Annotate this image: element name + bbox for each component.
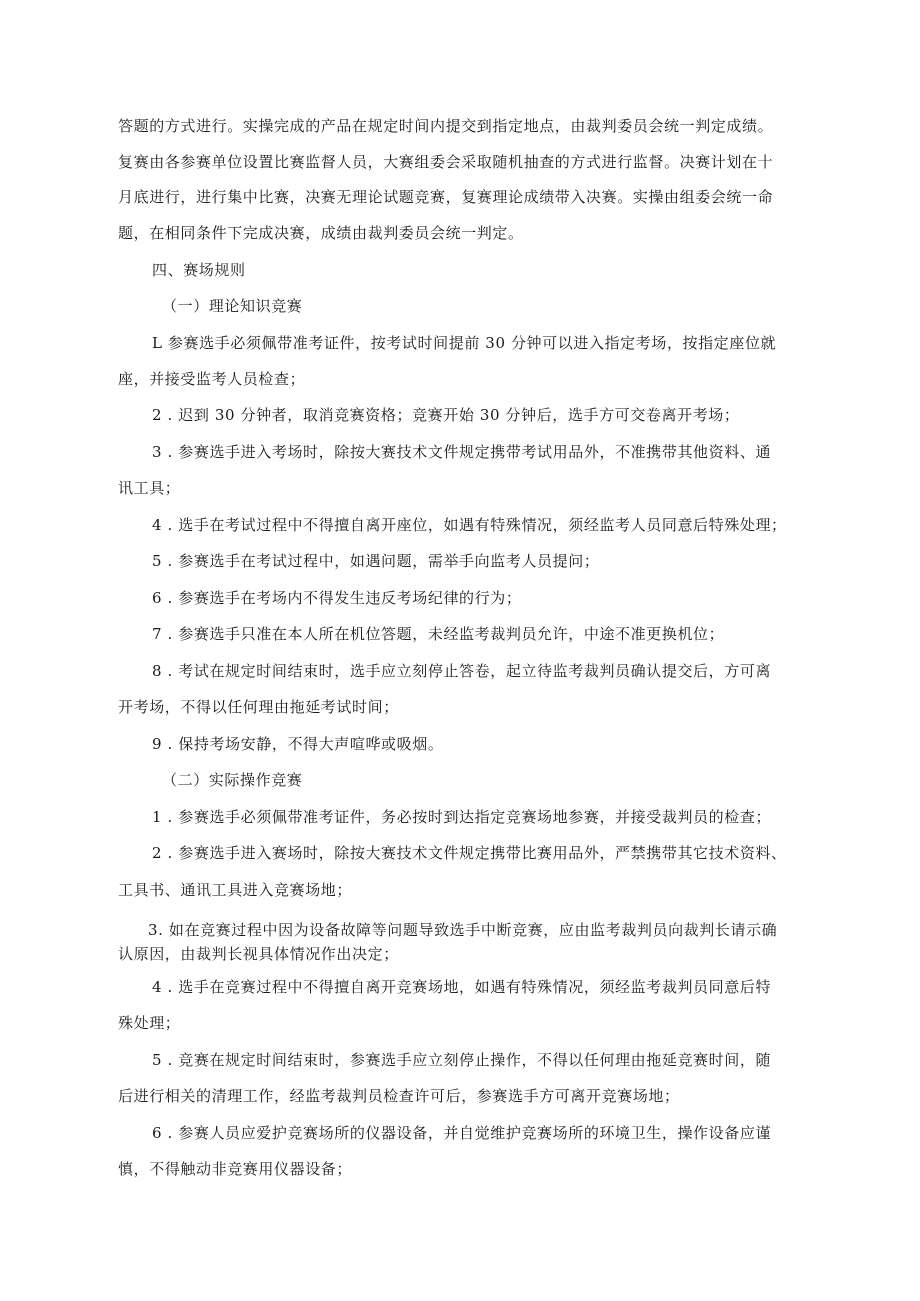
practice-item-6-line-2: 慎，不得触动非竞赛用仪器设备；	[118, 1160, 353, 1178]
theory-item-5: 5 . 参赛选手在考试过程中，如遇问题，需举手向监考人员提问；	[152, 552, 600, 570]
practice-item-6-line-1: 6 . 参赛人员应爱护竞赛场所的仪器设备，并自觉维护竞赛场所的环境卫生，操作设备应谨	[152, 1124, 772, 1142]
theory-item-1-line-1: L 参赛选手必须佩带准考证件，按考试时间提前 30 分钟可以进入指定考场，按指定座位就	[152, 334, 777, 352]
intro-line-1: 答题的方式进行。实操完成的产品在规定时间内提交到指定地点，由裁判委员会统一判定成绩。	[118, 117, 774, 135]
theory-item-8-line-2: 开考场，不得以任何理由拖延考试时间；	[118, 698, 399, 716]
practice-item-3-line-2: 认原因，由裁判长视具体情况作出决定；	[118, 945, 399, 963]
practice-item-2-line-2: 工具书、通讯工具进入竞赛场地；	[118, 881, 353, 899]
practice-item-3-line-1: 3. 如在竞赛过程中因为设备故障等问题导致选手中断竞赛，应由监考裁判员向裁判长请示确	[148, 921, 778, 939]
practice-heading: （二）实际操作竞赛	[162, 771, 303, 789]
practice-item-5-line-1: 5 . 竞赛在规定时间结束时，参赛选手应立刻停止操作，不得以任何理由拖延竞赛时间，随	[152, 1051, 772, 1069]
intro-line-4: 题，在相同条件下完成决赛，成绩由裁判委员会统一判定。	[118, 224, 524, 242]
intro-line-2: 复赛由各参赛单位设置比赛监督人员，大赛组委会采取随机抽查的方式进行监督。决赛计划在十	[118, 153, 774, 171]
practice-item-4-line-1: 4 . 选手在竞赛过程中不得擅自离开竞赛场地，如遇有特殊情况，须经监考裁判员同意后特	[152, 978, 772, 996]
theory-item-8-line-1: 8 . 考试在规定时间结束时，选手应立刻停止答卷，起立待监考裁判员确认提交后，方可离	[152, 662, 772, 680]
intro-line-3: 月底进行，进行集中比赛，决赛无理论试题竞赛，复赛理论成绩带入决赛。实操由组委会统一命	[118, 188, 774, 206]
practice-item-5-line-2: 后进行相关的清理工作，经监考裁判员检查许可后，参赛选手方可离开竞赛场地；	[118, 1087, 680, 1105]
section-heading: 四、赛场规则	[152, 261, 246, 279]
theory-item-3-line-2: 讯工具；	[118, 479, 181, 497]
practice-item-4-line-2: 殊处理；	[118, 1014, 181, 1032]
theory-item-4: 4 . 选手在考试过程中不得擅自离开座位，如遇有特殊情况，须经监考人员同意后特殊处理；	[152, 516, 787, 534]
theory-heading: （一）理论知识竞赛	[162, 297, 303, 315]
theory-item-6: 6 . 参赛选手在考场内不得发生违反考场纪律的行为；	[152, 589, 522, 607]
theory-item-9: 9 . 保持考场安静，不得大声喧哗或吸烟。	[152, 735, 444, 753]
theory-item-3-line-1: 3 . 参赛选手进入考场时，除按大赛技术文件规定携带考试用品外，不准携带其他资料、通	[152, 443, 772, 461]
theory-item-7: 7 . 参赛选手只准在本人所在机位答题，未经监考裁判员允许，中途不准更换机位；	[152, 625, 725, 643]
theory-item-1-line-2: 座，并接受监考人员检查；	[118, 370, 306, 388]
practice-item-1: 1 . 参赛选手必须佩带准考证件，务必按时到达指定竞赛场地参赛，并接受裁判员的检查；	[152, 808, 772, 826]
theory-item-2: 2 . 迟到 30 分钟者，取消竞赛资格；竞赛开始 30 分钟后，选手方可交卷离开考场；	[152, 406, 740, 424]
practice-item-2-line-1: 2 . 参赛选手进入赛场时，除按大赛技术文件规定携带比赛用品外，严禁携带其它技术资料、	[152, 844, 787, 862]
